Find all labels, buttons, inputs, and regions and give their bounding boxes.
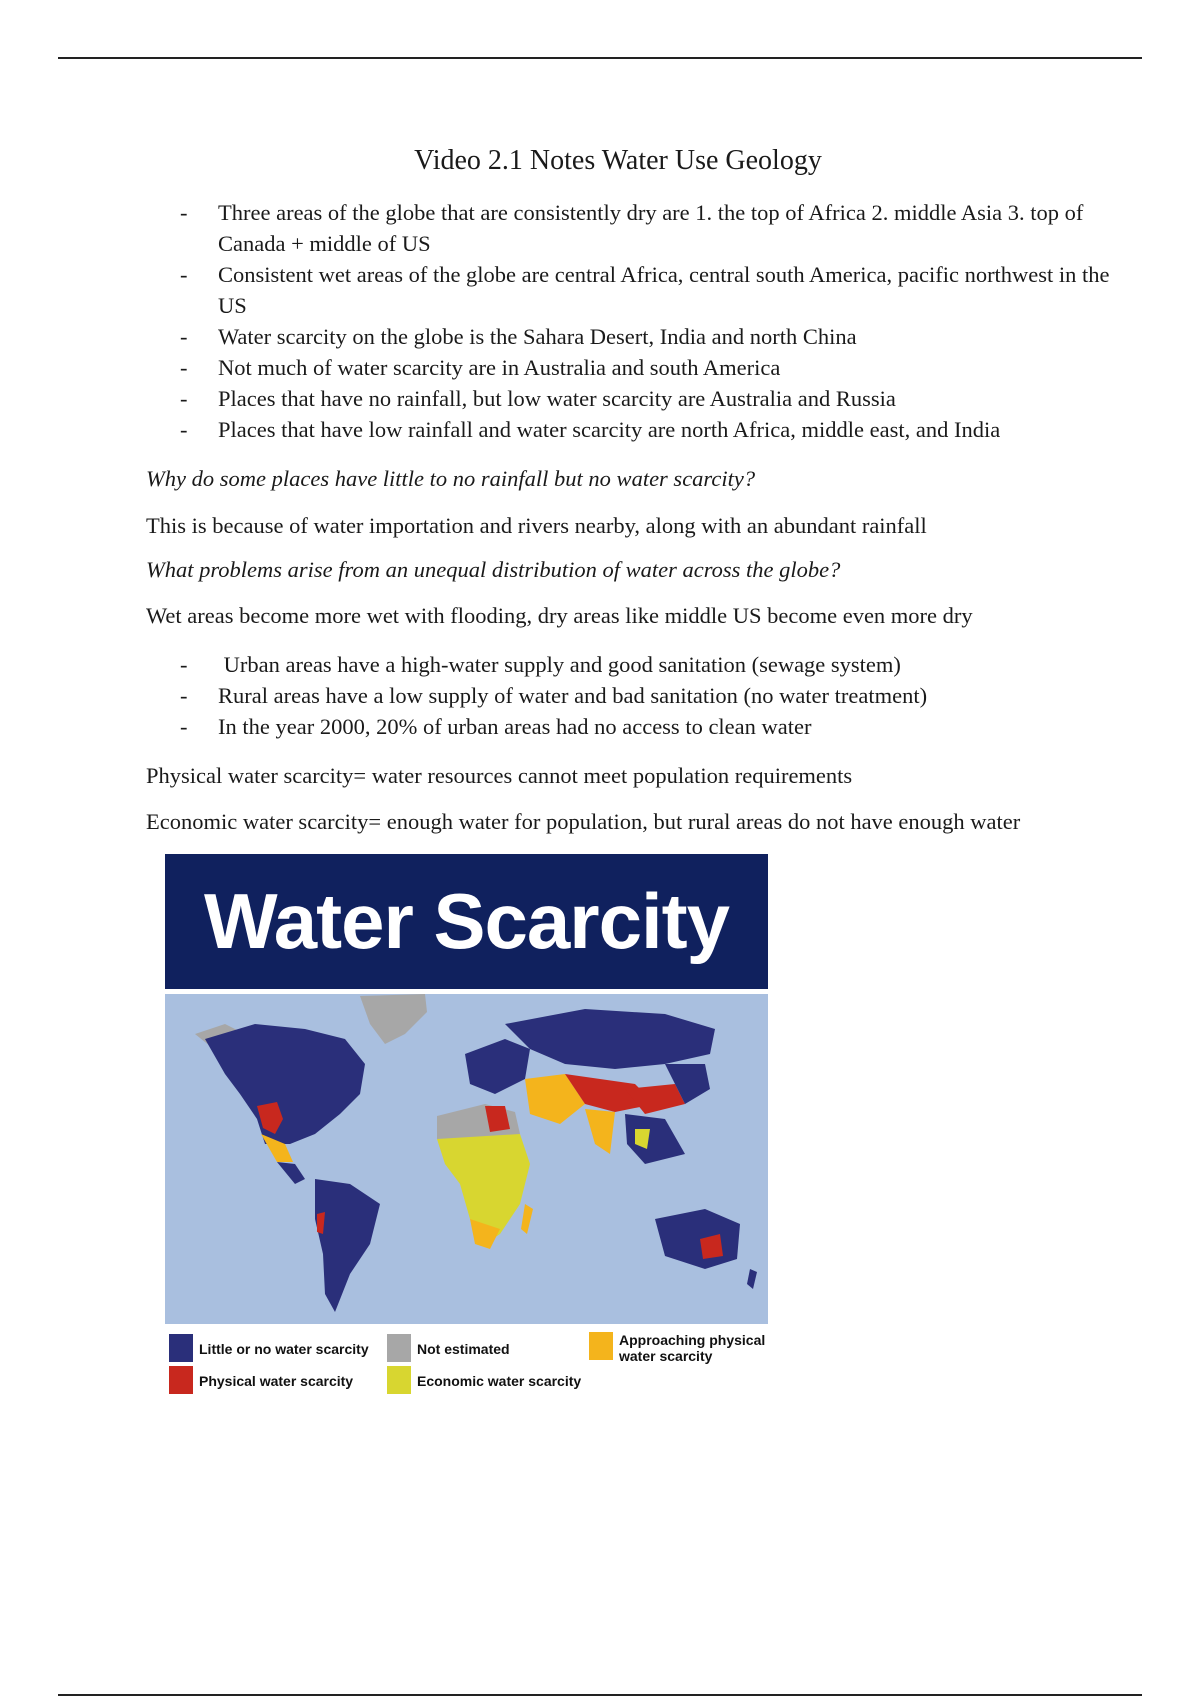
header-rule: [58, 57, 1142, 59]
list-item: - Not much of water scarcity are in Australia and south America: [180, 355, 781, 380]
legend-swatch: [589, 1332, 613, 1360]
question-rainfall: Why do some places have little to no rainfall but no water scarcity?: [146, 466, 756, 491]
notes-list-first: [180, 197, 1110, 445]
legend-swatch: [387, 1366, 411, 1394]
question-distribution: What problems arise from an unequal distribution of water across the globe?: [146, 557, 841, 582]
legend-item-approaching: Approaching physical water scarcity: [589, 1332, 769, 1364]
list-item: - Water scarcity on the globe is the Sahara Desert, India and north China: [180, 324, 857, 349]
legend-item-physical: Physical water scarcity: [169, 1366, 353, 1394]
definition-physical-scarcity: Physical water scarcity= water resources cannot meet population requirements: [146, 763, 853, 788]
list-item: - In the year 2000, 20% of urban areas had no access to clean water: [180, 714, 812, 739]
list-item: - Urban areas have a high-water supply and good sanitation (sewage system): [180, 652, 901, 677]
notes-list-second: [180, 649, 1110, 742]
list-item: - Consistent wet areas of the globe are central Africa, central south America, pacific northwest in the US: [180, 262, 1110, 318]
footer-rule: [58, 1694, 1142, 1696]
definition-economic-scarcity: Economic water scarcity= enough water for population, but rural areas do not have enough water: [146, 809, 1021, 834]
list-item: - Rural areas have a low supply of water and bad sanitation (no water treatment): [180, 683, 928, 708]
page-title: Video 2.1 Notes Water Use Geology: [414, 145, 822, 176]
answer-distribution: Wet areas become more wet with flooding, dry areas like middle US become even more dry: [146, 603, 973, 628]
legend-swatch: [169, 1366, 193, 1394]
legend-swatch: [387, 1334, 411, 1362]
map-legend: [165, 1328, 768, 1394]
legend-item-economic: Economic water scarcity: [387, 1366, 581, 1394]
legend-item-little: Little or no water scarcity: [169, 1334, 369, 1362]
figure-banner: [165, 854, 768, 989]
list-item: - Places that have low rainfall and water scarcity are north Africa, middle east, and India: [180, 417, 1001, 442]
legend-item-not-estimated: Not estimated: [387, 1334, 510, 1362]
world-map-image: [165, 994, 768, 1324]
legend-swatch: [169, 1334, 193, 1362]
water-scarcity-figure: [165, 854, 768, 1394]
list-item: - Places that have no rainfall, but low water scarcity are Australia and Russia: [180, 386, 896, 411]
list-item: - Three areas of the globe that are consistently dry are 1. the top of Africa 2. middle Asia 3. top of Canada + middle of US: [180, 200, 1084, 256]
figure-banner-title: Water Scarcity: [203, 877, 730, 965]
answer-rainfall: This is because of water importation and rivers nearby, along with an abundant rainfall: [146, 513, 927, 538]
